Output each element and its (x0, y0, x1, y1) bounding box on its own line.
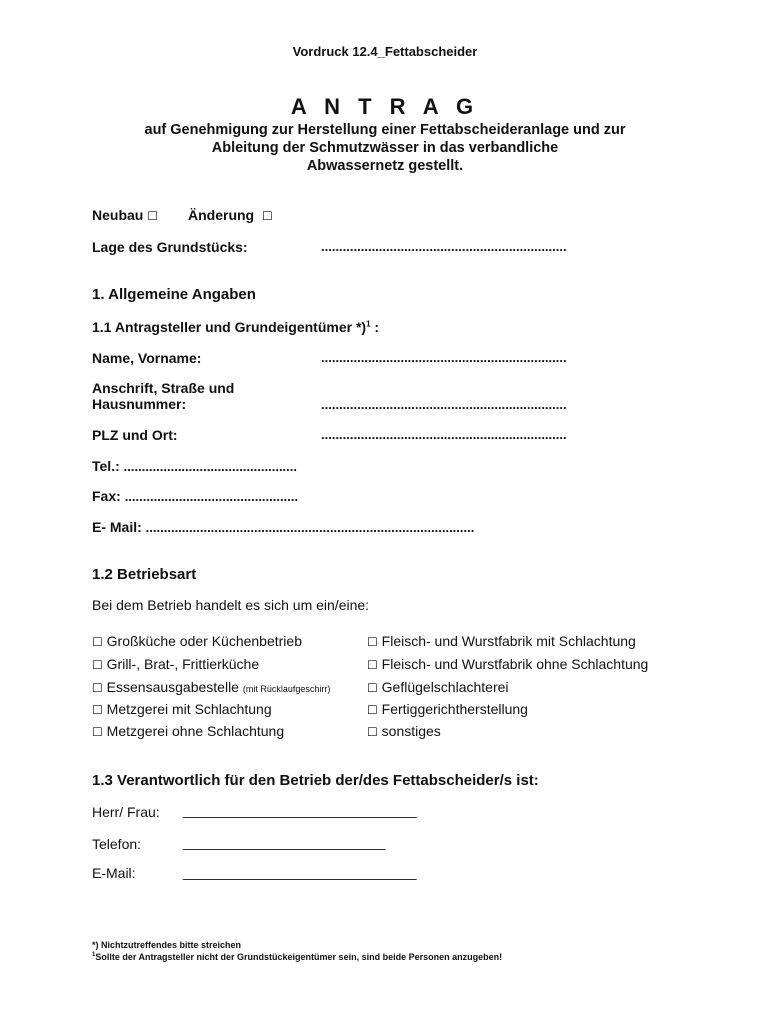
section-1-3-heading: 1.3 Verantwortlich für den Betrieb der/des Fettabscheider/s ist: (92, 772, 539, 789)
checkbox[interactable]: ☐ (92, 658, 103, 672)
name-field[interactable]: .................................................................... (321, 350, 567, 365)
subtitle-line-1: auf Genehmigung zur Herstellung einer Fettabscheideranlage und zur (144, 122, 626, 138)
section-1-1-heading (92, 319, 379, 335)
herr-frau-field[interactable]: ______________________________ (183, 802, 417, 818)
option-label: Fleisch- und Wurstfabrik ohne Schlachtung (381, 656, 649, 672)
subtitle-line-3: Abwassernetz gestellt. (306, 158, 464, 174)
document-reference: Vordruck 12.4_Fettabscheider (292, 44, 478, 59)
aenderung-label: Änderung (188, 207, 255, 223)
tel-row (92, 458, 297, 474)
option-grillkueche[interactable] (92, 656, 259, 672)
option-label: Grill-, Brat-, Frittierküche (106, 656, 260, 672)
option-label: Geflügelschlachterei (381, 679, 509, 695)
aenderung-checkbox[interactable]: ☐ (262, 209, 273, 223)
checkbox[interactable]: ☐ (367, 681, 378, 695)
neubau-label: Neubau (92, 207, 144, 223)
lage-label: Lage des Grundstücks: (92, 239, 248, 255)
lage-field[interactable]: .................................................................... (321, 239, 567, 254)
option-label: Essensausgabestelle (106, 679, 239, 695)
option-essensausgabestelle[interactable] (92, 679, 330, 695)
option-label: Metzgerei mit Schlachtung (106, 701, 272, 717)
email-label: E- Mail: (92, 519, 142, 535)
tel-field[interactable]: ................................................ (123, 459, 298, 474)
footnote-marker: 1 (366, 319, 371, 329)
fax-field[interactable]: ................................................ (124, 489, 299, 504)
checkbox[interactable]: ☐ (367, 703, 378, 717)
email-row (92, 519, 474, 535)
checkbox[interactable]: ☐ (92, 725, 103, 739)
section-1-2-heading: 1.2 Betriebsart (92, 566, 197, 583)
betriebsart-intro: Bei dem Betrieb handelt es sich um ein/eine: (92, 597, 370, 613)
option-label: Metzgerei ohne Schlachtung (106, 723, 285, 739)
name-label: Name, Vorname: (92, 350, 202, 366)
subtitle-line-2: Ableitung der Schmutzwässer in das verbandliche (211, 140, 559, 156)
checkbox[interactable]: ☐ (367, 635, 378, 649)
fax-row (92, 488, 298, 504)
plz-ort-label: PLZ und Ort: (92, 427, 178, 443)
option-metzgerei-mit[interactable] (92, 701, 272, 717)
checkbox[interactable]: ☐ (92, 703, 103, 717)
footnote-2-text: Sollte der Antragsteller nicht der Grundstückeigentümer sein, sind beide Personen anzugeben! (95, 952, 503, 962)
option-label: Fleisch- und Wurstfabrik mit Schlachtung (381, 633, 636, 649)
fax-label: Fax: (92, 488, 121, 504)
checkbox[interactable]: ☐ (92, 681, 103, 695)
option-grosskueche[interactable] (92, 633, 302, 649)
tel-label: Tel.: (92, 458, 120, 474)
responsible-email-label: E-Mail: (92, 865, 136, 881)
section-1-1-text: 1.1 Antragsteller und Grundeigentümer *) (92, 319, 367, 335)
section-1-1-colon: : (370, 319, 380, 335)
option-wurstfabrik-mit[interactable] (367, 633, 636, 649)
option-wurstfabrik-ohne[interactable] (367, 656, 648, 672)
option-label: Großküche oder Küchenbetrieb (106, 633, 302, 649)
neubau-option[interactable] (92, 207, 158, 223)
aenderung-option[interactable] (188, 207, 273, 223)
footnote-2 (92, 952, 502, 962)
neubau-checkbox[interactable]: ☐ (147, 209, 158, 223)
checkbox[interactable]: ☐ (367, 658, 378, 672)
footnote-2-marker: 1 (92, 952, 96, 958)
option-gefluegelschlachterei[interactable] (367, 679, 509, 695)
option-note: (mit Rücklaufgeschirr) (242, 684, 331, 694)
responsible-email-field[interactable]: ______________________________ (183, 864, 417, 880)
footnote-1: *) Nichtzutreffendes bitte streichen (92, 940, 242, 950)
address-label-line-1: Anschrift, Straße und (92, 380, 235, 396)
checkbox[interactable]: ☐ (92, 635, 103, 649)
option-label: Fertiggerichtherstellung (381, 701, 528, 717)
address-label-line-2: Hausnummer: (92, 396, 187, 412)
option-fertiggerichtherstellung[interactable] (367, 701, 528, 717)
option-label: sonstiges (381, 723, 441, 739)
page-title: A N T R A G (290, 94, 480, 119)
telefon-label: Telefon: (92, 836, 142, 852)
option-metzgerei-ohne[interactable] (92, 723, 284, 739)
herr-frau-label: Herr/ Frau: (92, 804, 160, 820)
option-sonstiges[interactable] (367, 723, 441, 739)
telefon-field[interactable]: __________________________ (183, 834, 386, 850)
email-field[interactable]: ........................................................................................... (145, 520, 475, 535)
checkbox[interactable]: ☐ (367, 725, 378, 739)
section-1-heading: 1. Allgemeine Angaben (92, 286, 256, 303)
address-field[interactable]: .................................................................... (321, 397, 567, 412)
plz-ort-field[interactable]: .................................................................... (321, 427, 567, 442)
